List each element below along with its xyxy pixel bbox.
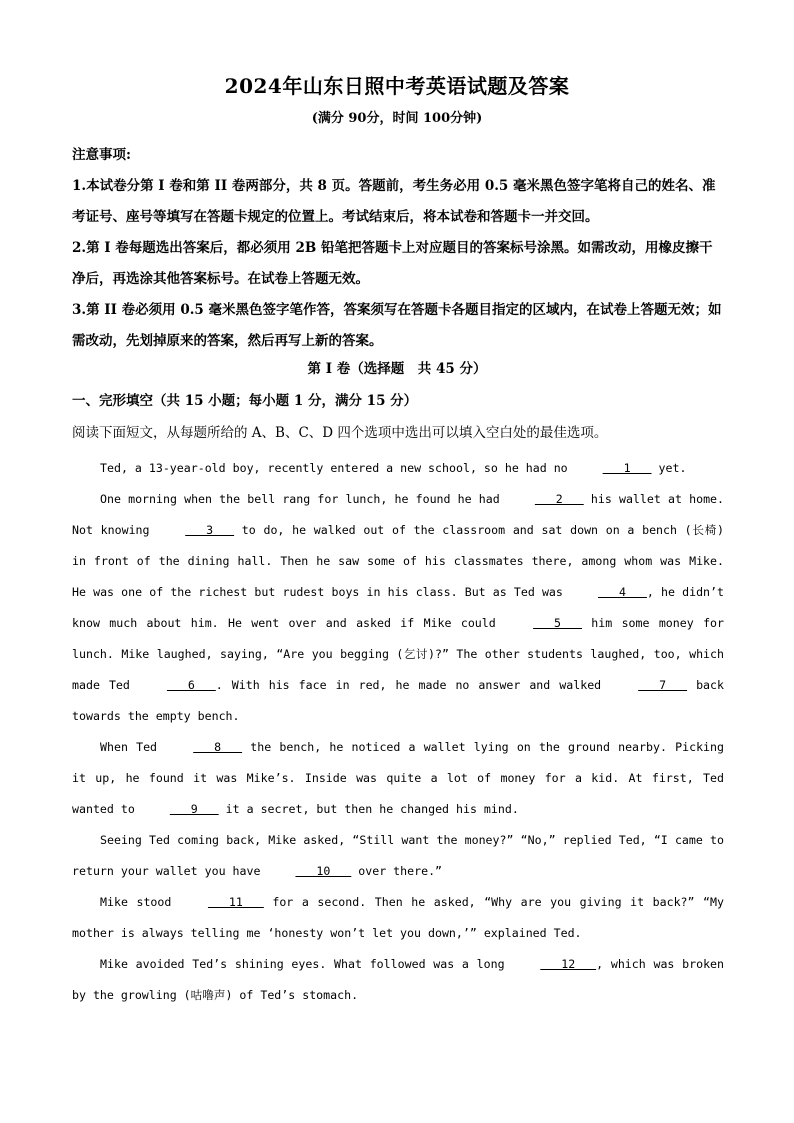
page-subtitle: (满分 90分，时间 100分钟): [311, 111, 483, 126]
passage-paragraph: [72, 484, 724, 732]
passage-paragraph: [72, 825, 724, 887]
blank-1: 1: [602, 461, 652, 475]
part-heading: 一、完形填空（共 15 小题；每小题 1 分，满分 15 分）: [72, 393, 418, 409]
passage-text: When Ted: [100, 740, 166, 754]
blank-6: 6: [166, 678, 216, 692]
passage-text: for a second. Then he asked, “Why are you giving it back?” “My mother is always telling me ‘honesty won’t let you down,’” explained Ted.: [72, 895, 724, 940]
blank-7: 7: [638, 678, 688, 692]
passage-text: One morning when the bell rang for lunch, he found he had: [100, 492, 507, 506]
instruction-text: 阅读下面短文，从每题所给的 A、B、C、D 四个选项中选出可以填入空白处的最佳选项。: [72, 425, 608, 441]
passage-text: Seeing Ted coming back, Mike asked, “Still want the money?” “No,” replied Ted, “I came to return your wallet you have: [72, 833, 724, 878]
passage-text: it a secret, but then he changed his mind.: [218, 802, 519, 816]
passage-text: his wallet at home. Not knowing: [72, 492, 725, 537]
blank-5: 5: [533, 616, 582, 630]
passage-paragraph: [72, 732, 724, 825]
passage-paragraph: [72, 949, 724, 1011]
notes-section: [72, 140, 724, 357]
blank-4: 4: [598, 585, 647, 599]
passage-paragraph: [72, 887, 724, 949]
passage-paragraph: [72, 453, 724, 484]
blank-12: 12: [540, 957, 597, 971]
blank-11: 11: [207, 895, 264, 909]
note-item: 3.第 II 卷必须用 0.5 毫米黑色签字笔作答，答案须写在答题卡各题目指定的区域内，在试卷上答题无效；如需改动，先划掉原来的答案，然后再写上新的答案。: [72, 302, 722, 349]
passage-text: yet.: [651, 461, 687, 475]
notes-heading: 注意事项:: [72, 147, 131, 163]
page-title: 2024年山东日照中考英语试题及答案: [224, 74, 570, 98]
blank-2: 2: [534, 492, 584, 506]
note-item: 2.第 I 卷每题选出答案后，都必须用 2B 铅笔把答题卡上对应题目的答案标号涂黑。如需改动，用橡皮擦干净后，再选涂其他答案标号。在试卷上答题无效。: [72, 240, 713, 287]
note-item: 1.本试卷分第 I 卷和第 II 卷两部分，共 8 页。答题前，考生务必用 0.5 毫米黑色签字笔将自己的姓名、准考证号、座号等填写在答题卡规定的位置上。考试结束后，将本试卷和答题卡一并交回。: [72, 178, 716, 225]
passage-text: , which was broken by the growling (咕噜声) of Ted’s stomach.: [72, 957, 725, 1002]
blank-3: 3: [185, 523, 235, 537]
passage-text: Ted, a 13-year-old boy, recently entered a new school, so he had no: [100, 461, 575, 475]
passage-text: Mike avoided Ted’s shining eyes. What followed was a long: [100, 957, 513, 971]
blank-9: 9: [169, 802, 219, 816]
cloze-passage: [72, 453, 724, 1011]
passage-text: Mike stood: [100, 895, 180, 909]
blank-8: 8: [193, 740, 243, 754]
passage-text: him some money for lunch. Mike laughed, saying, “Are you begging (乞讨)?” The other students laughed, too, which made Ted: [72, 616, 725, 692]
section-title: 第 I 卷（选择题 共 45 分）: [307, 361, 487, 377]
passage-text: . With his face in red, he made no answer and walked: [215, 678, 611, 692]
passage-text: the bench, he noticed a wallet lying on the ground nearby. Picking it up, he found it was Mike’s. Inside was quite a lot of money for a kid. At first, Ted wanted to: [72, 740, 724, 816]
blank-10: 10: [295, 864, 352, 878]
passage-text: over there.”: [351, 864, 443, 878]
passage-text: , he didn’t know much about him. He went over and asked if Mike could: [72, 585, 724, 630]
passage-text: to do, he walked out of the classroom and sat down on a bench (长椅) in front of the dining hall. Then he saw some of his classmates there, among whom was Mike. He was one of the richest but rudest boys in his class. But as Ted was: [72, 523, 725, 599]
passage-text: back towards the empty bench.: [72, 678, 725, 723]
